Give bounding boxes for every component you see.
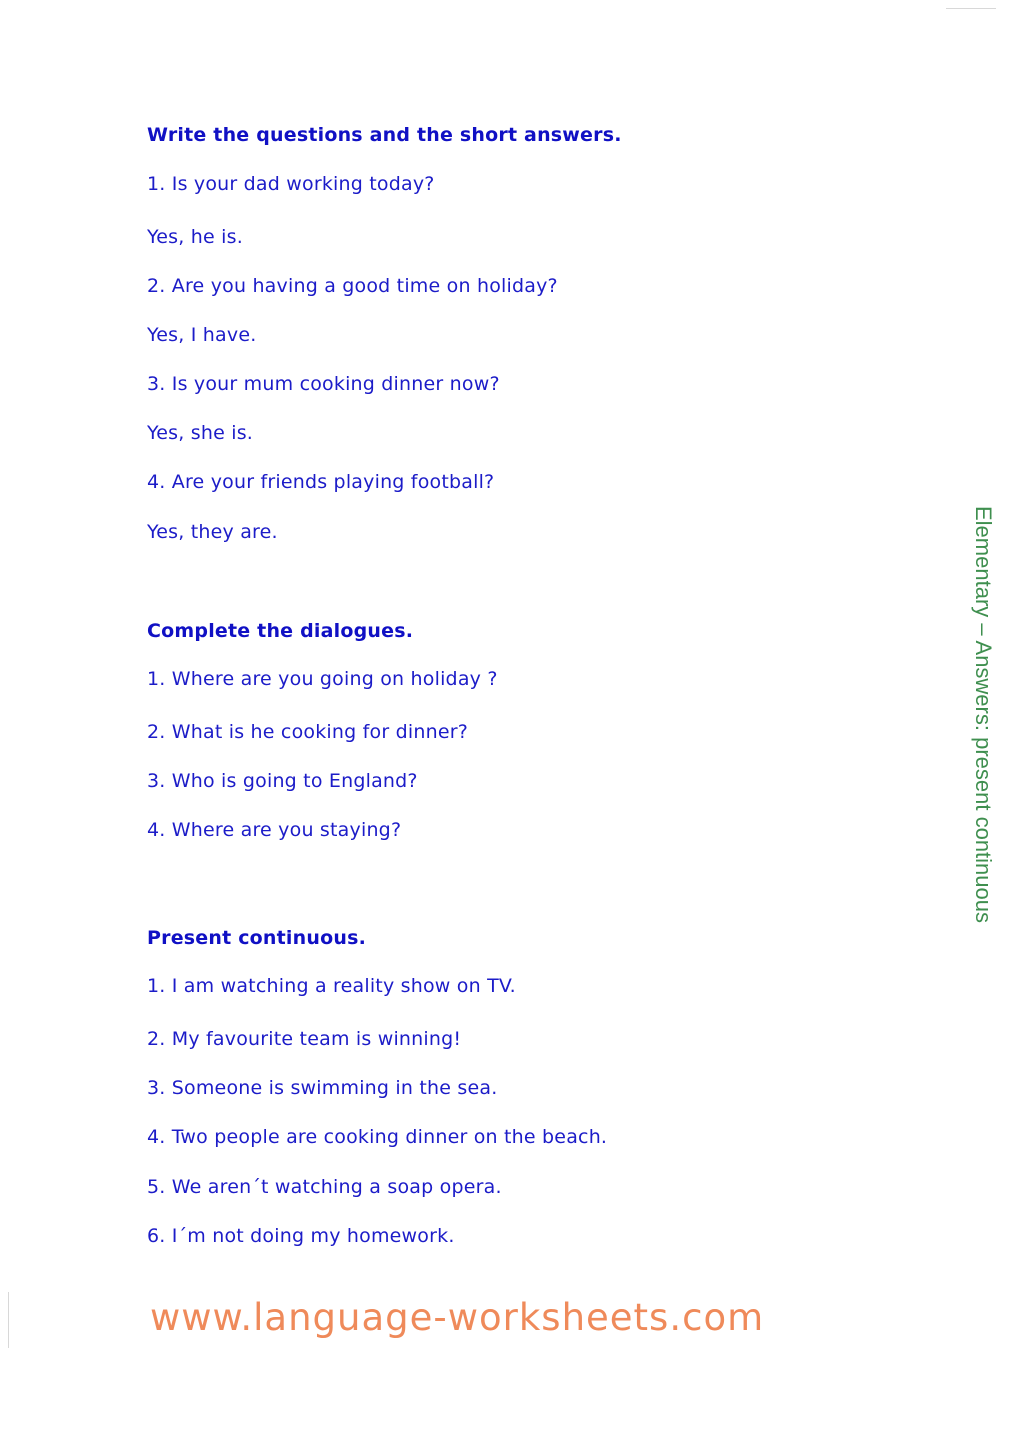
section-3-line-5: 5. We aren´t watching a soap opera. [147,1176,502,1198]
section-3-line-1: 1. I am watching a reality show on TV. [147,975,516,997]
section-1-line-5: 3. Is your mum cooking dinner now? [147,373,500,395]
section-1-line-3: 2. Are you having a good time on holiday? [147,275,558,297]
section-2-line-3: 3. Who is going to England? [147,770,418,792]
section-3-line-2: 2. My favourite team is winning! [147,1028,462,1050]
section-2-heading: Complete the dialogues. [147,620,414,642]
scan-edge-mark-top [946,8,996,9]
section-3-line-6: 6. I´m not doing my homework. [147,1225,455,1247]
scan-edge-mark-left [8,1292,9,1348]
section-1-line-4: Yes, I have. [147,324,257,346]
section-2-line-1: 1. Where are you going on holiday ? [147,668,498,690]
section-2-line-2: 2. What is he cooking for dinner? [147,721,469,743]
side-label: Elementary – Answers: present continuous [971,506,996,924]
section-1-line-7: 4. Are your friends playing football? [147,471,495,493]
section-1-line-1: 1. Is your dad working today? [147,173,435,195]
section-1-line-6: Yes, she is. [147,422,254,444]
section-3-heading: Present continuous. [147,927,366,949]
section-2-line-4: 4. Where are you staying? [147,819,402,841]
section-1-line-2: Yes, he is. [147,226,243,248]
footer-website-url: www.language-worksheets.com [150,1296,765,1339]
section-3-line-3: 3. Someone is swimming in the sea. [147,1077,498,1099]
section-1-line-8: Yes, they are. [147,521,278,543]
section-3-line-4: 4. Two people are cooking dinner on the beach. [147,1126,608,1148]
section-1-heading: Write the questions and the short answers. [147,124,622,146]
